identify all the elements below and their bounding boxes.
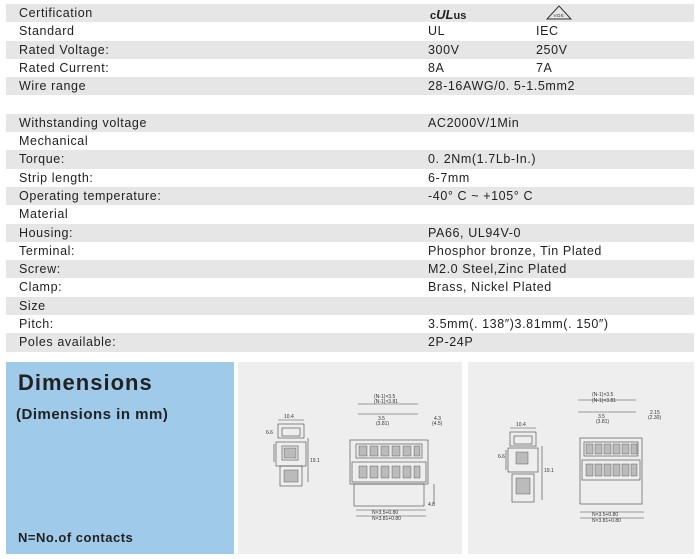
spec-row	[6, 114, 694, 132]
spec-key: Size	[19, 298, 46, 313]
spec-value-ul: M2.0 Steel,Zinc Plated	[428, 262, 567, 277]
spec-key: Operating temperature:	[19, 188, 162, 203]
spec-row	[6, 169, 694, 187]
dimensions-header-panel	[6, 362, 234, 554]
spec-key: Poles available:	[19, 335, 117, 350]
spec-row	[6, 132, 694, 150]
spec-row	[6, 297, 694, 315]
dim2-pitch-label: 3.5	[598, 414, 605, 420]
spec-key: Mechanical	[19, 134, 89, 149]
spec-row	[6, 22, 694, 40]
spec-row	[6, 315, 694, 333]
spec-row	[6, 260, 694, 278]
vde-text: VDE	[553, 13, 565, 18]
dim-pitch-alt-label: (3.81)	[376, 421, 390, 427]
dim2-n1-label: N×3.5+0.80	[592, 512, 619, 518]
drawing-panel-1	[238, 362, 462, 554]
dim2-width-label: 10.4	[516, 422, 526, 428]
spec-key: Material	[19, 207, 69, 222]
dimensions-title: Dimensions	[18, 370, 153, 395]
drawing-1	[238, 362, 462, 554]
spec-key: Wire range	[19, 79, 87, 94]
spec-row	[6, 95, 694, 113]
spec-key: Pitch:	[19, 317, 54, 332]
dim-width-label: 10.4	[284, 414, 294, 420]
spec-key: Rated Current:	[19, 60, 110, 75]
spec-key: Torque:	[19, 152, 65, 167]
dim2-top1-label: (N-1)×3.5	[592, 392, 614, 398]
dim-height-large-label: 19.1	[310, 458, 320, 464]
dim2-height-large-label: 19.1	[544, 468, 554, 474]
spec-row	[6, 333, 694, 351]
dim-pitch-label: 3.5	[378, 416, 385, 422]
dim2-right1-label: 2.15	[650, 410, 660, 416]
contacts-note: N=No.of contacts	[18, 530, 134, 545]
spec-row	[6, 205, 694, 223]
dim2-height-small-label: 6.6	[498, 454, 505, 460]
spec-row	[6, 41, 694, 59]
dim-right1-label: 4.3	[434, 416, 441, 422]
spec-row	[6, 278, 694, 296]
spec-key: Clamp:	[19, 280, 63, 295]
spec-value-ul: AC2000V/1Min	[428, 115, 520, 130]
ul-c: c	[430, 10, 437, 22]
spec-value-ul: Brass, Nickel Plated	[428, 280, 552, 295]
spec-row	[6, 187, 694, 205]
spec-value-iec: IEC	[536, 24, 559, 39]
spec-key: Standard	[19, 24, 75, 39]
dim-top2-label: (N-1)×3.81	[374, 399, 399, 405]
dim-top1-label: (N-1)×3.5	[374, 394, 396, 400]
spec-value-ul: 8A	[428, 60, 445, 75]
dim2-top2-label: (N-1)×3.81	[592, 398, 617, 404]
spec-key: Terminal:	[19, 243, 76, 258]
dim2-n2-label: N×3.81+0.80	[592, 518, 621, 524]
spec-value-ul: Phosphor bronze, Tin Plated	[428, 243, 602, 258]
spec-value-ul: 3.5mm(. 138″)3.81mm(. 150″)	[428, 317, 609, 332]
spec-row	[6, 77, 694, 95]
dim2-right2-label: (2.30)	[648, 415, 662, 421]
spec-key: Rated Voltage:	[19, 42, 110, 57]
spec-key: Screw:	[19, 262, 61, 277]
spec-value-ul: 28-16AWG/0. 5-1.5mm2	[428, 79, 576, 94]
spec-value-ul: 0. 2Nm(1.7Lb-In.)	[428, 152, 537, 167]
dimensions-subtitle: (Dimensions in mm)	[16, 406, 169, 423]
spec-key: Housing:	[19, 225, 74, 240]
spec-table	[6, 4, 694, 352]
spec-key: Strip length:	[19, 170, 94, 185]
dim-right2-label: (4.5)	[432, 421, 443, 427]
spec-row	[6, 150, 694, 168]
spec-row	[6, 224, 694, 242]
dim-bottom-label: 4.8	[428, 502, 435, 508]
spec-value-ul: PA66, UL94V-0	[428, 225, 522, 240]
dim-height-small-label: 6.6	[266, 430, 273, 436]
spec-value-ul: 300V	[428, 42, 460, 57]
ul-us: us	[453, 10, 467, 22]
dim2-pitch-alt-label: (3.81)	[596, 419, 610, 425]
spec-value-ul: UL	[428, 24, 446, 39]
spec-key: Withstanding voltage	[19, 115, 148, 130]
dim-n2-label: N×3.81+0.80	[372, 516, 401, 522]
spec-value-ul: -40° C ~ +105° C	[428, 188, 534, 203]
ul-logo: UL	[436, 7, 454, 22]
spec-key: Certification	[19, 6, 93, 20]
spec-row	[6, 242, 694, 260]
dim-n1-label: N×3.5+0.80	[372, 510, 399, 516]
spec-row	[6, 59, 694, 77]
spec-row	[6, 4, 694, 22]
spec-value-ul: 6-7mm	[428, 170, 470, 185]
spec-value-iec: 7A	[536, 60, 553, 75]
drawing-2	[468, 362, 694, 554]
dimensions-section	[6, 362, 694, 554]
spec-value-iec: 250V	[536, 42, 568, 57]
drawing-panel-2	[468, 362, 694, 554]
spec-value-ul: 2P-24P	[428, 335, 474, 350]
